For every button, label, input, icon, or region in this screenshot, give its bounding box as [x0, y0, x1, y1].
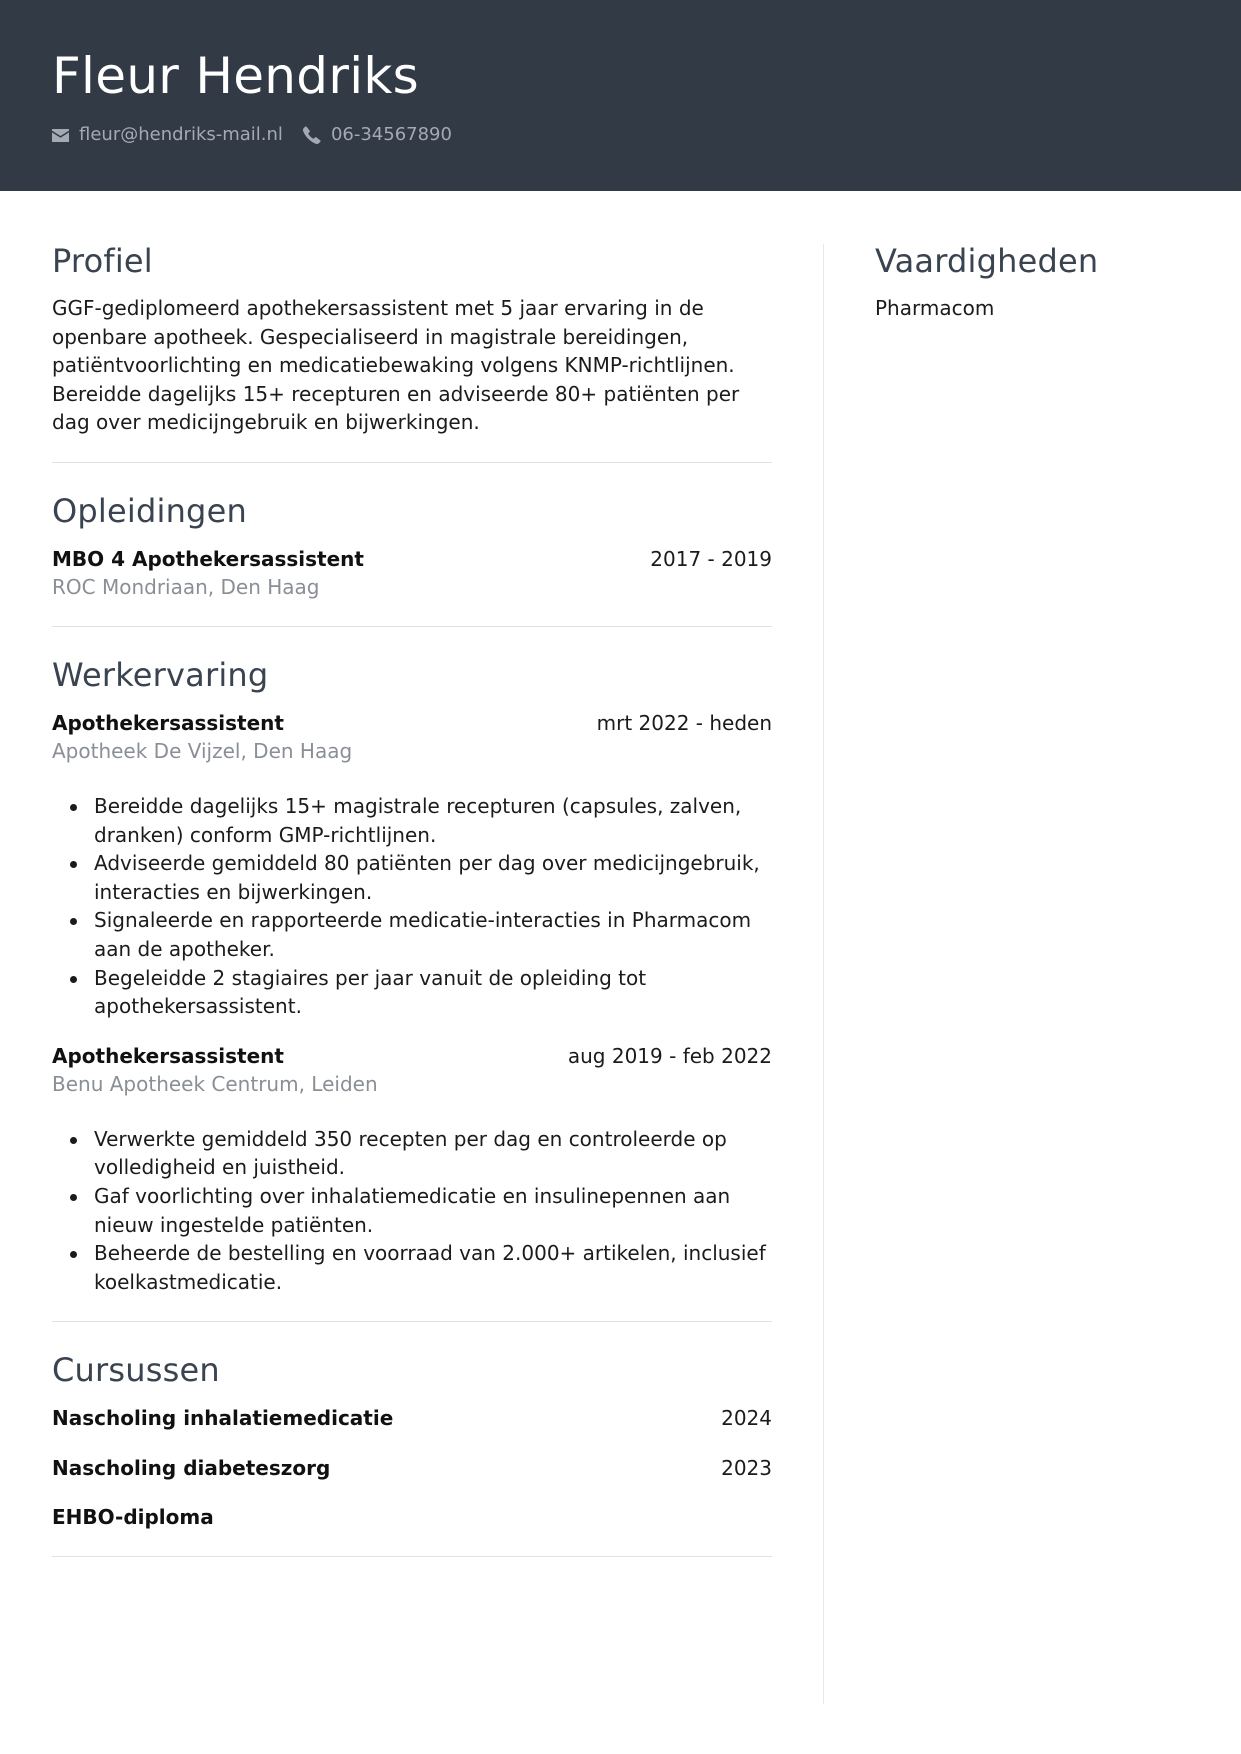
resume-header: [0, 0, 1241, 191]
job-bullet: Adviseerde gemiddeld 80 patiënten per dag over medicijngebruik, interacties en bijwerkingen.: [52, 849, 772, 906]
candidate-name: Fleur Hendriks: [52, 47, 419, 105]
sidebar-column: [875, 240, 1195, 323]
course-item: [52, 1454, 772, 1482]
job-bullet: Begeleidde 2 stagiaires per jaar vanuit de opleiding tot apothekersassistent.: [52, 964, 772, 1021]
job-bullet: Gaf voorlichting over inhalatiemedicatie en insulinepennen aan nieuw ingestelde patiënten.: [52, 1182, 772, 1239]
phone-text: 06-34567890: [330, 124, 452, 145]
section-vaardigheden: [875, 240, 1195, 323]
envelope-icon: [52, 129, 69, 142]
job-employer: Benu Apotheek Centrum, Leiden: [52, 1071, 378, 1096]
job-bullet: Verwerkte gemiddeld 350 recepten per dag en controleerde op volledigheid en juistheid.: [52, 1125, 772, 1182]
section-divider: [52, 462, 772, 463]
profile-text: GGF-gediplomeerd apothekersassistent met 5 jaar ervaring in de openbare apotheek. Gespecialiseerd in magistrale bereidingen, patiëntvoorlichting en medicatiebewaking volgens KNMP-richtlijnen. Bereidde dagelijks 15+ recepturen en adviseerde 80+ patiënten per dag over medicijngebruik en bijwerkingen.: [52, 296, 740, 435]
contact-line: [52, 123, 472, 147]
section-werkervaring: [52, 654, 772, 1322]
job-bullet: Signaleerde en rapporteerde medicatie-interacties in Pharmacom aan de apotheker.: [52, 906, 772, 963]
education-institution: ROC Mondriaan, Den Haag: [52, 574, 320, 599]
section-profiel: [52, 240, 772, 463]
section-divider: [52, 1556, 772, 1557]
job-item: [52, 1042, 772, 1297]
job-date: aug 2019 - feb 2022: [567, 1043, 772, 1068]
section-cursussen: [52, 1349, 772, 1557]
contact-email: [52, 123, 283, 147]
course-date: 2023: [721, 1456, 772, 1481]
phone-icon: [303, 126, 321, 144]
section-title-profiel: Profiel: [52, 242, 153, 280]
job-bullets: [52, 1125, 772, 1297]
course-date: 2024: [721, 1406, 772, 1431]
job-bullet: Beheerde de bestelling en voorraad van 2.000+ artikelen, inclusief koelkastmedicatie.: [52, 1239, 772, 1296]
job-title: Apothekersassistent: [52, 1043, 284, 1068]
section-title-opleidingen: Opleidingen: [52, 491, 247, 530]
job-bullets: [52, 792, 772, 1021]
section-title-werkervaring: Werkervaring: [52, 655, 269, 694]
section-title-vaardigheden: Vaardigheden: [875, 242, 1099, 280]
section-divider: [52, 626, 772, 627]
course-item: [52, 1404, 772, 1432]
job-date: mrt 2022 - heden: [596, 710, 772, 735]
education-item: [52, 545, 772, 601]
course-item: [52, 1503, 772, 1531]
course-title: Nascholing inhalatiemedicatie: [52, 1406, 394, 1431]
course-title: Nascholing diabeteszorg: [52, 1456, 331, 1481]
education-title: MBO 4 Apothekersassistent: [52, 546, 364, 571]
main-column: [52, 240, 772, 1557]
column-divider: [823, 244, 824, 1704]
job-bullet: Bereidde dagelijks 15+ magistrale recepturen (capsules, zalven, dranken) conform GMP-richtlijnen.: [52, 792, 772, 849]
section-divider: [52, 1321, 772, 1322]
contact-phone: [303, 123, 452, 147]
email-text: fleur@hendriks-mail.nl: [79, 124, 283, 145]
section-opleidingen: [52, 490, 772, 627]
job-employer: Apotheek De Vijzel, Den Haag: [52, 738, 353, 763]
education-date: 2017 - 2019: [650, 546, 772, 571]
job-title: Apothekersassistent: [52, 710, 284, 735]
job-item: [52, 709, 772, 1021]
course-title: EHBO-diploma: [52, 1505, 214, 1530]
skill-item: Pharmacom: [875, 296, 995, 320]
section-title-cursussen: Cursussen: [52, 1351, 220, 1390]
